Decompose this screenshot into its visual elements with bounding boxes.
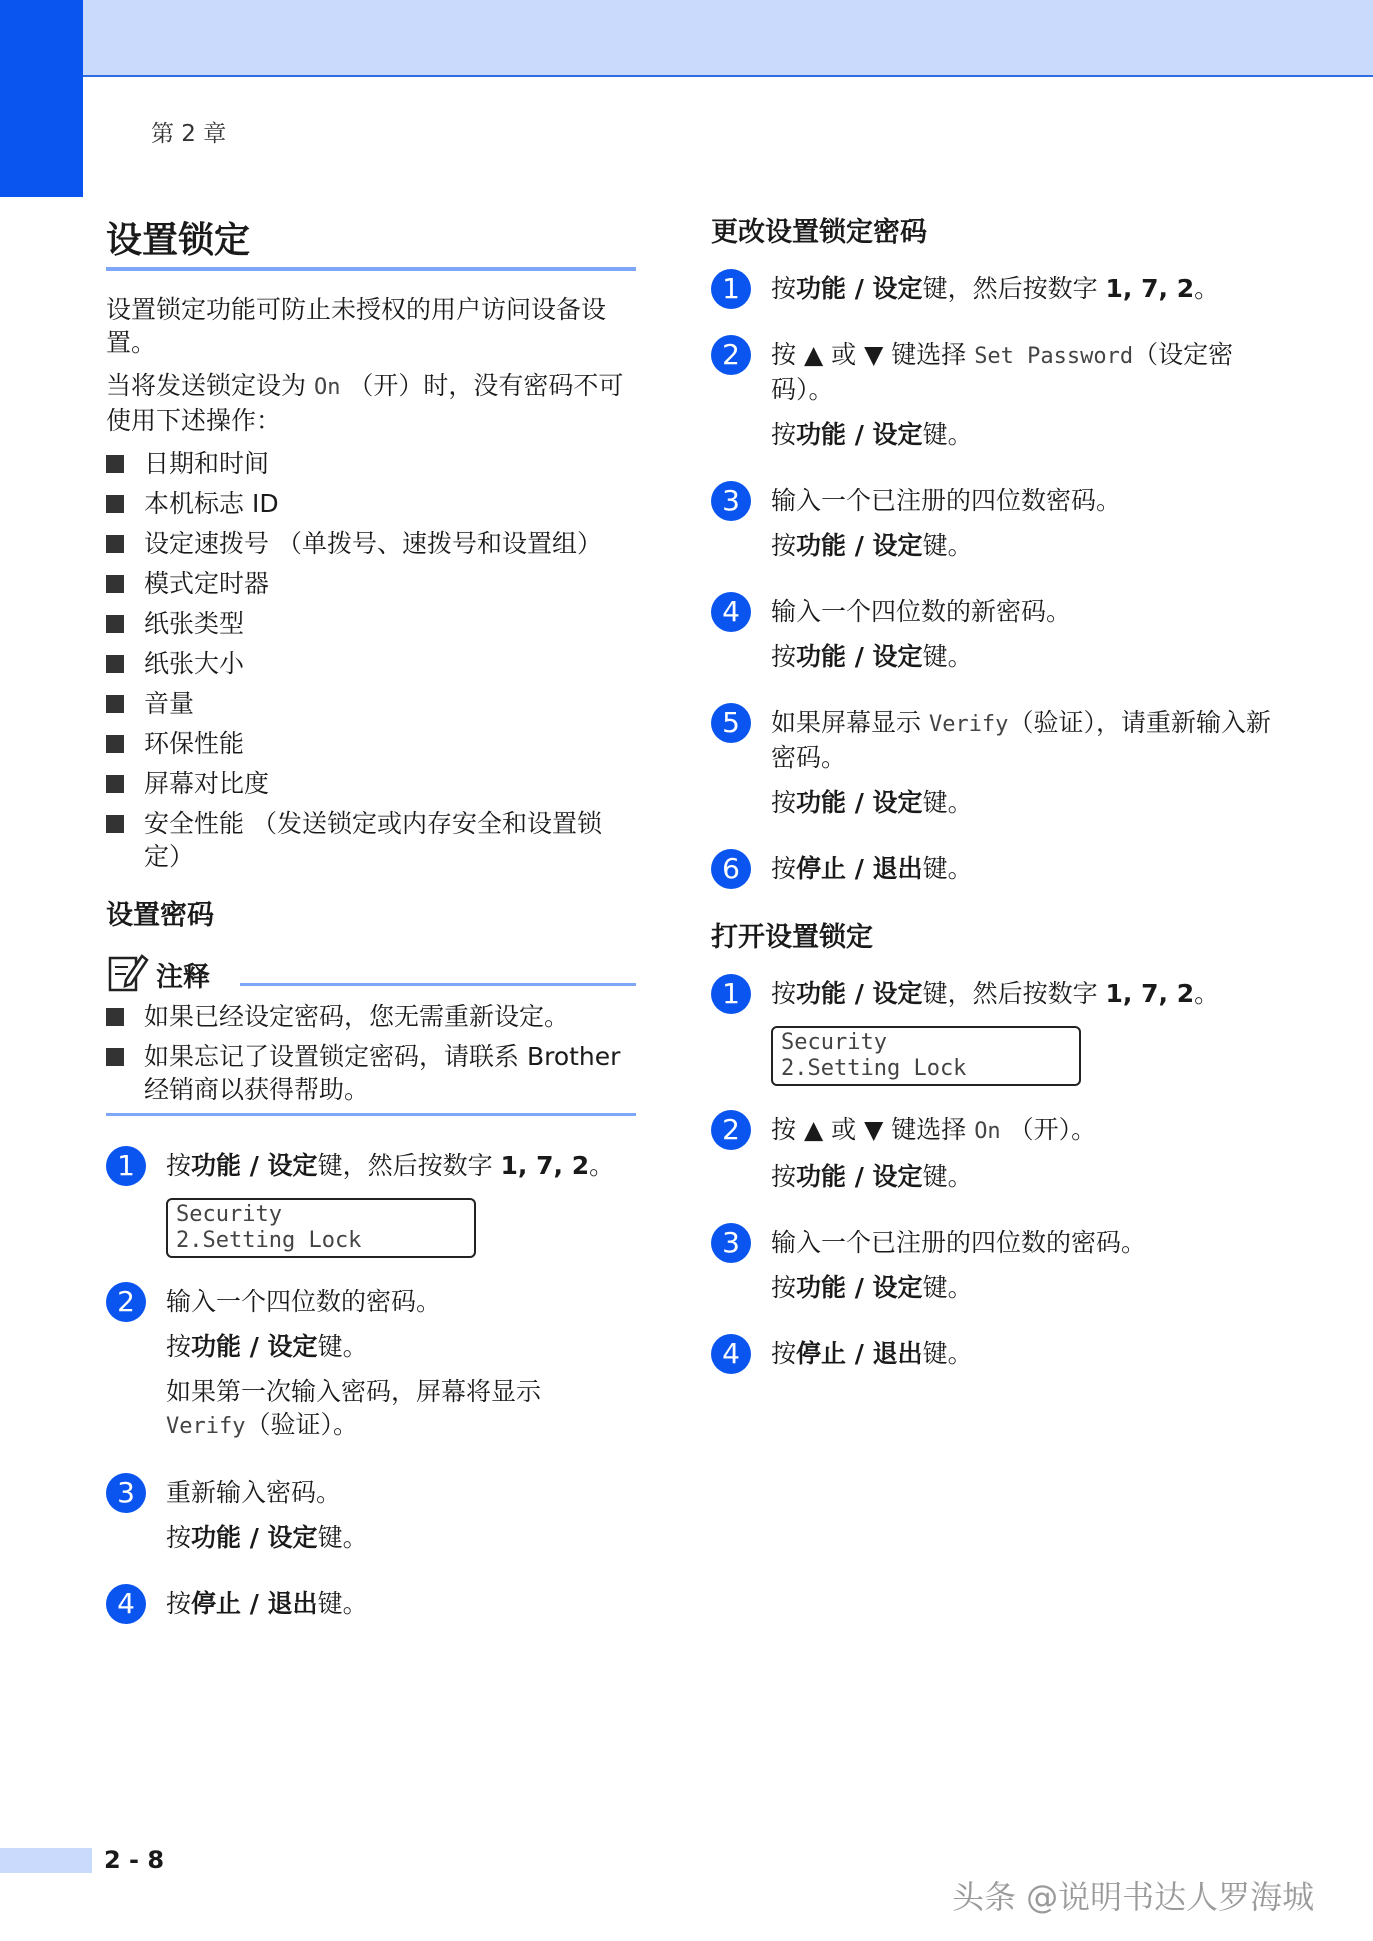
step-press: 按功能 / 设定键。	[771, 642, 973, 671]
step-text: 输入一个已注册的四位数密码。	[771, 486, 1122, 515]
step-text: 重新输入密码。	[166, 1478, 342, 1507]
section-title: 设置锁定	[106, 220, 251, 261]
step-press: 按功能 / 设定键。	[771, 420, 973, 449]
page-number: 2 - 8	[104, 1846, 165, 1874]
step-text: 按功能 / 设定键，然后按数字 1, 7, 2。	[771, 274, 1220, 303]
step-press: 按功能 / 设定键。	[771, 1162, 973, 1191]
footer-tab	[0, 1848, 92, 1873]
lcd-display: Security 2.Setting Lock	[771, 1026, 1081, 1086]
watermark: 头条 @说明书达人罗海城	[952, 1878, 1315, 1916]
step-number: 1	[106, 1146, 146, 1186]
change-password-heading: 更改设置锁定密码	[711, 217, 927, 248]
note-list	[106, 1000, 636, 1106]
list-item: 日期和时间	[106, 447, 636, 480]
step	[106, 1584, 636, 1632]
note-rule	[240, 983, 636, 986]
step-number: 3	[106, 1473, 146, 1513]
enable-lock-heading: 打开设置锁定	[711, 922, 873, 953]
step-text: 输入一个四位数的新密码。	[771, 597, 1072, 626]
step-number: 1	[711, 269, 751, 309]
left-column	[106, 210, 636, 1650]
step-text: 输入一个四位数的密码。	[166, 1287, 442, 1316]
step-text: 按 ▲ 或 ▼ 键选择 On （开）。	[771, 1115, 1097, 1144]
title-rule	[106, 267, 636, 271]
step-press: 按功能 / 设定键。	[166, 1332, 368, 1361]
list-item: 纸张大小	[106, 647, 636, 680]
step-text: 按 ▲ 或 ▼ 键选择 Set Password（设定密码）。	[771, 340, 1234, 404]
step-number: 6	[711, 849, 751, 889]
list-item: 本机标志 ID	[106, 487, 636, 520]
chapter-side-tab	[0, 0, 83, 197]
step-press: 按功能 / 设定键。	[771, 1273, 973, 1302]
step-number: 2	[106, 1282, 146, 1322]
step	[711, 592, 1271, 685]
header-band	[0, 0, 1373, 77]
step-press: 按功能 / 设定键。	[771, 788, 973, 817]
step-text: 按功能 / 设定键，然后按数字 1, 7, 2。	[166, 1151, 615, 1180]
list-item: 设定速拨号 （单拨号、速拨号和设置组）	[106, 527, 636, 560]
chapter-label: 第 2 章	[151, 121, 227, 147]
step-text: 如果屏幕显示 Verify（验证），请重新输入新密码。	[771, 708, 1271, 772]
step-number: 2	[711, 1110, 751, 1150]
step-number: 4	[711, 592, 751, 632]
step-number: 1	[711, 974, 751, 1014]
step-number: 3	[711, 481, 751, 521]
step-text: 按停止 / 退出键。	[771, 854, 973, 883]
step	[106, 1473, 636, 1566]
step	[711, 335, 1271, 463]
list-item: 如果忘记了设置锁定密码，请联系 Brother 经销商以获得帮助。	[106, 1040, 636, 1106]
step	[711, 974, 1271, 1092]
step-number: 4	[711, 1334, 751, 1374]
note-pencil-icon	[106, 950, 150, 994]
locked-operations-list	[106, 447, 636, 873]
list-item: 屏幕对比度	[106, 767, 636, 800]
step	[711, 849, 1271, 897]
lcd-display: Security 2.Setting Lock	[166, 1198, 476, 1258]
step-text: 按停止 / 退出键。	[771, 1339, 973, 1368]
step-press: 按功能 / 设定键。	[771, 531, 973, 560]
step	[711, 1110, 1271, 1205]
step	[106, 1282, 636, 1455]
step	[106, 1146, 636, 1264]
step-extra: 如果第一次输入密码，屏幕将显示 Verify（验证）。	[166, 1377, 542, 1439]
step	[711, 269, 1271, 317]
step	[711, 481, 1271, 574]
right-column	[711, 210, 1271, 1400]
step	[711, 1223, 1271, 1316]
list-item: 纸张类型	[106, 607, 636, 640]
note-end-rule	[106, 1113, 636, 1116]
list-item: 模式定时器	[106, 567, 636, 600]
step-text: 输入一个已注册的四位数的密码。	[771, 1228, 1147, 1257]
step-number: 2	[711, 335, 751, 375]
intro-paragraph-2: 当将发送锁定设为 On （开）时，没有密码不可使用下述操作：	[106, 371, 624, 435]
step-number: 5	[711, 703, 751, 743]
step-press: 按功能 / 设定键。	[166, 1523, 368, 1552]
list-item: 如果已经设定密码，您无需重新设定。	[106, 1000, 636, 1033]
step-number: 3	[711, 1223, 751, 1263]
step	[711, 1334, 1271, 1382]
list-item: 环保性能	[106, 727, 636, 760]
note-title: 注释	[156, 962, 210, 993]
note-header	[106, 950, 636, 994]
intro-paragraph: 设置锁定功能可防止未授权的用户访问设备设置。	[106, 295, 607, 357]
list-item: 音量	[106, 687, 636, 720]
step-text: 按停止 / 退出键。	[166, 1589, 368, 1618]
step	[711, 703, 1271, 831]
set-password-heading: 设置密码	[106, 900, 214, 931]
step-text: 按功能 / 设定键，然后按数字 1, 7, 2。	[771, 979, 1220, 1008]
list-item: 安全性能 （发送锁定或内存安全和设置锁定）	[106, 807, 636, 873]
step-number: 4	[106, 1584, 146, 1624]
